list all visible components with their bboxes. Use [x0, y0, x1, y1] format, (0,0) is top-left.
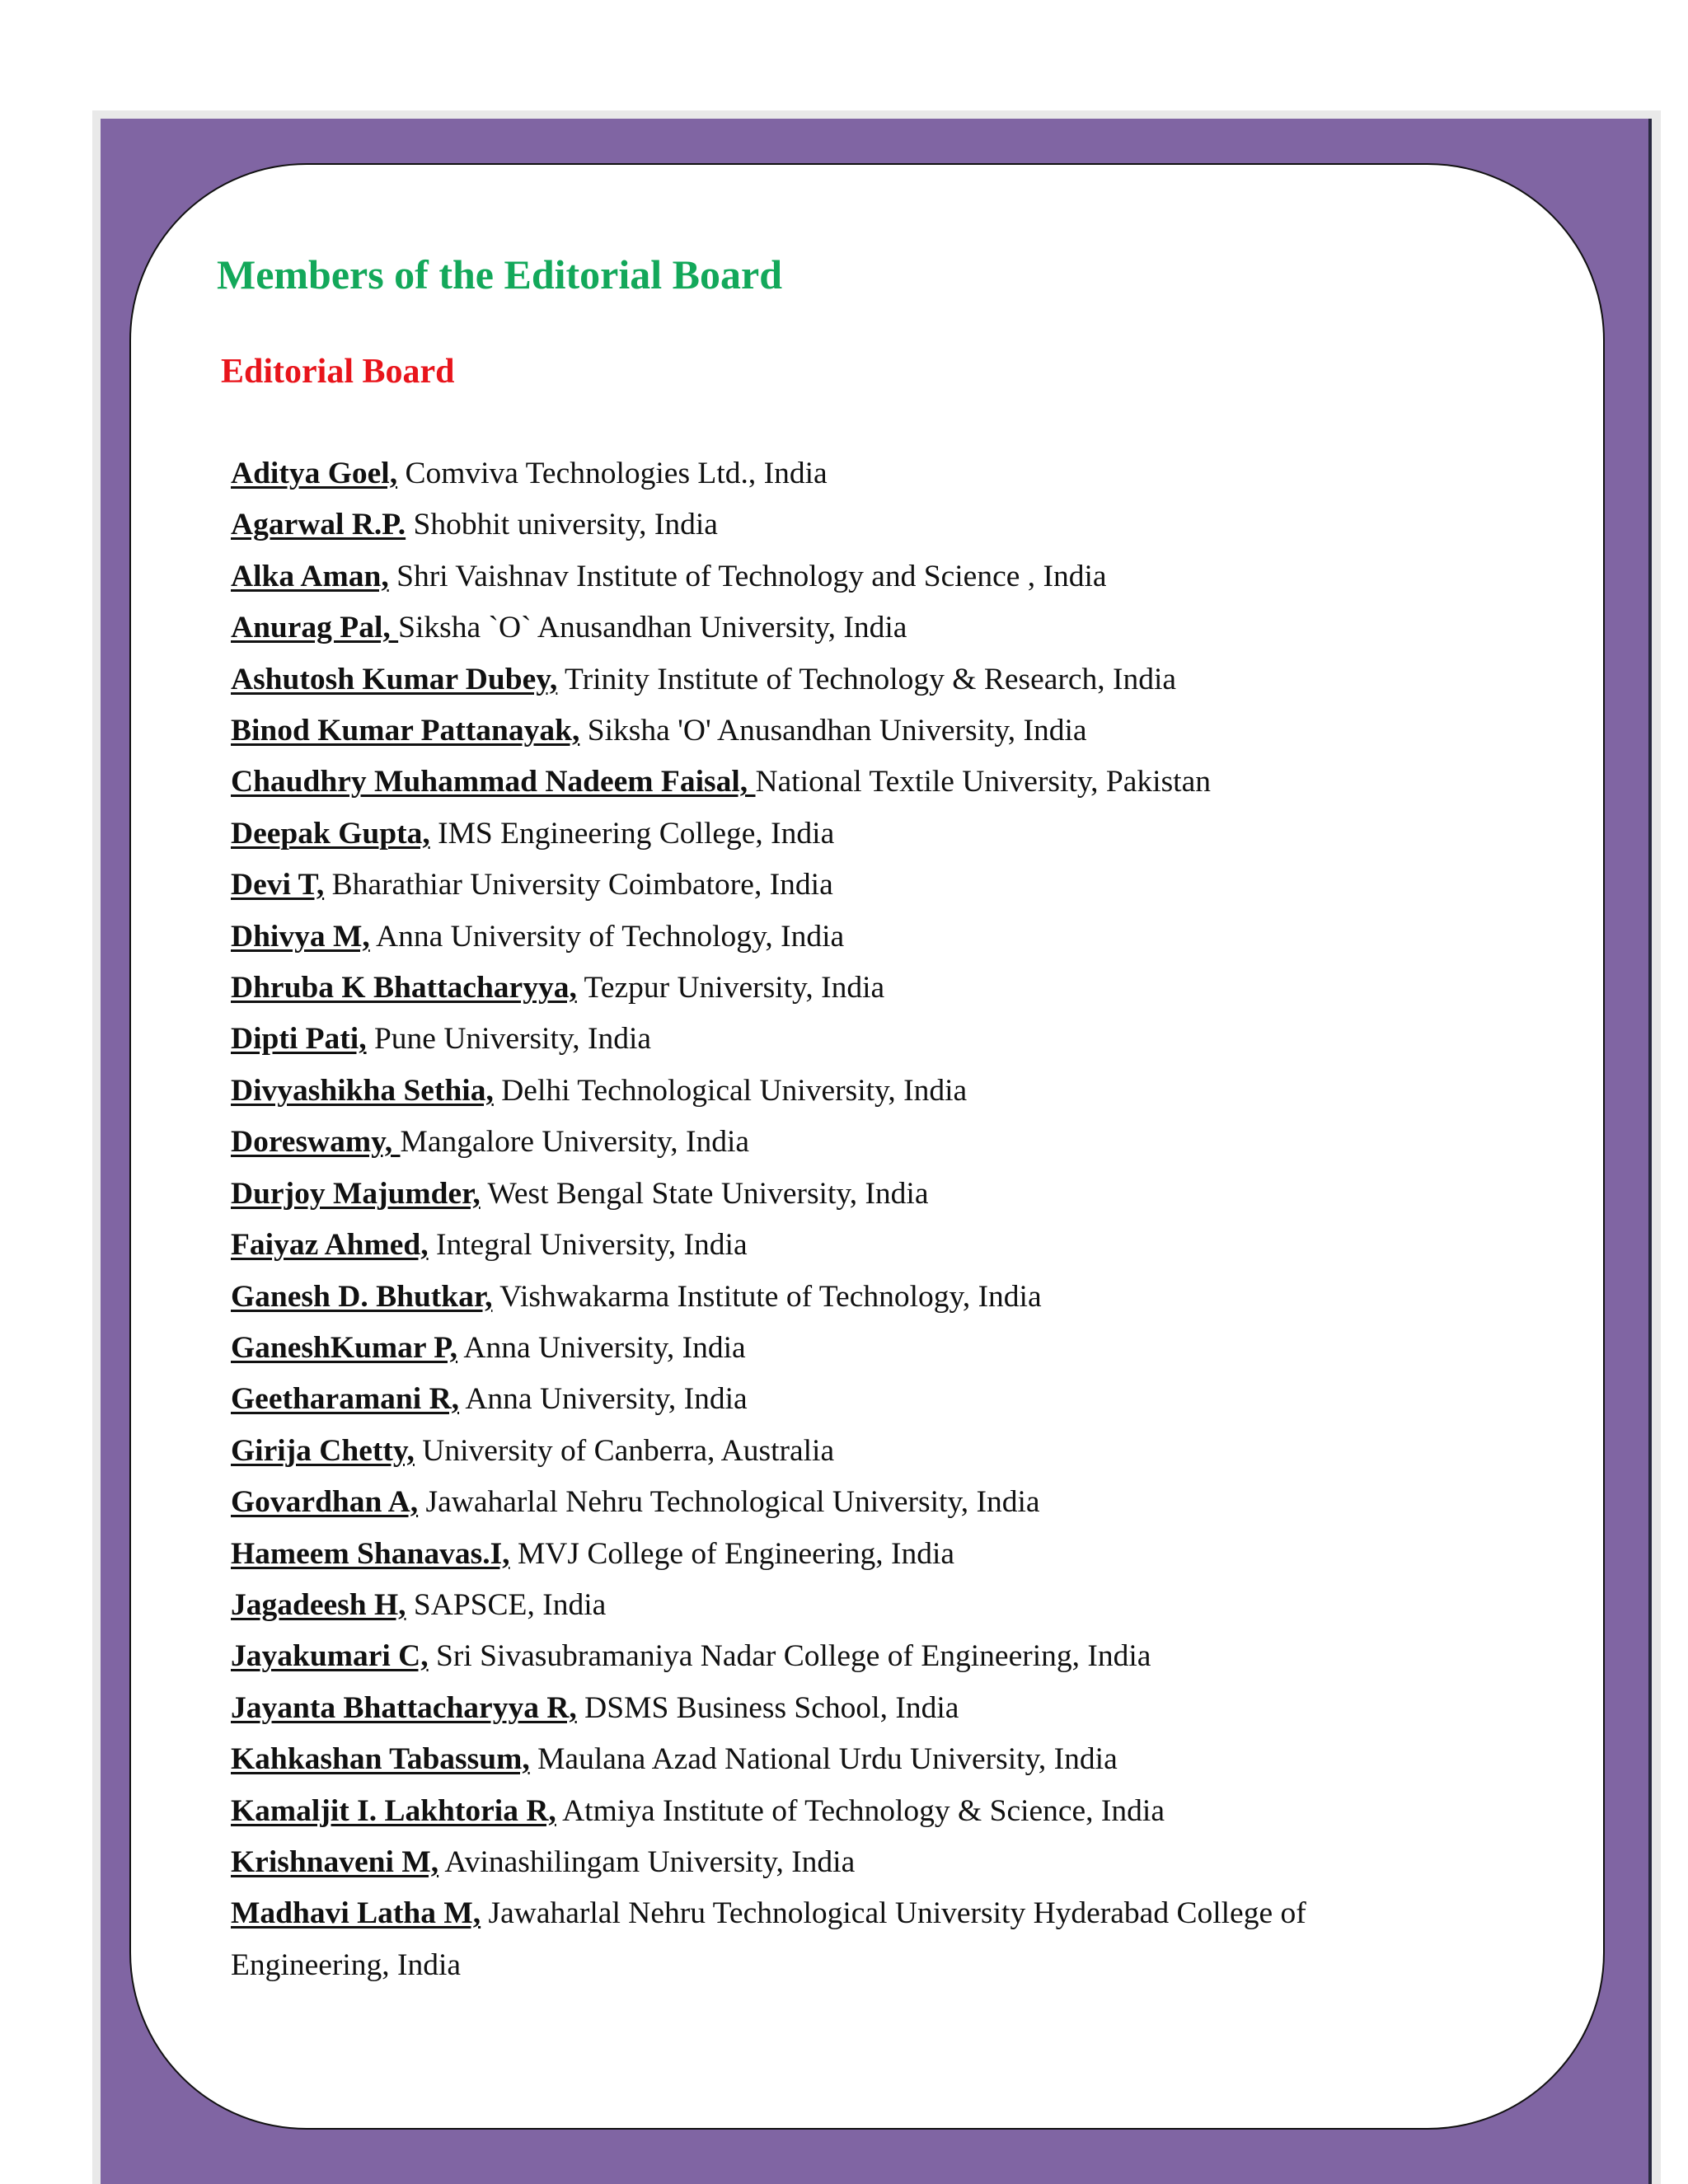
member-entry — [231, 705, 1418, 757]
member-affiliation: Maulana Azad National Urdu University, India — [529, 1742, 1118, 1777]
member-affiliation: Integral University, India — [428, 1228, 748, 1263]
member-entry — [231, 654, 1418, 705]
member-entry — [231, 1323, 1418, 1374]
member-name-link[interactable]: Chaudhry Muhammad Nadeem Faisal, — [231, 765, 756, 799]
member-list — [231, 448, 1418, 1991]
member-entry — [231, 1169, 1418, 1220]
member-affiliation: Mangalore University, India — [400, 1125, 750, 1160]
member-name-link[interactable]: Dipti Pati, — [231, 1022, 367, 1057]
member-name-link[interactable]: Kamaljit I. Lakhtoria R, — [231, 1793, 556, 1828]
member-name-link[interactable]: Kahkashan Tabassum, — [231, 1742, 530, 1777]
member-entry — [231, 1786, 1418, 1837]
member-entry — [231, 448, 1418, 499]
member-entry — [231, 1837, 1418, 1888]
member-entry — [231, 808, 1418, 860]
member-entry — [231, 860, 1418, 911]
member-name-link[interactable]: Jayanta Bhattacharyya R, — [231, 1690, 577, 1725]
member-entry — [231, 1220, 1418, 1271]
member-entry — [231, 499, 1418, 551]
member-entry — [231, 1374, 1418, 1425]
frame-edge-line — [1648, 119, 1652, 2184]
member-affiliation: DSMS Business School, India — [576, 1690, 959, 1725]
member-affiliation: Jawaharlal Nehru Technological University Hyderabad College of Engineering, India — [231, 1896, 1306, 1982]
member-affiliation: Trinity Institute of Technology & Research, India — [557, 662, 1177, 696]
member-name-link[interactable]: Aditya Goel, — [231, 457, 398, 490]
page-title: Members of the Editorial Board — [217, 251, 783, 298]
member-entry — [231, 1683, 1418, 1734]
member-entry — [231, 1734, 1418, 1785]
member-name-link[interactable]: GaneshKumar P, — [231, 1330, 458, 1365]
section-heading: Editorial Board — [221, 353, 455, 391]
member-name-link[interactable]: Govardhan A, — [231, 1485, 419, 1520]
member-affiliation: Sri Sivasubramaniya Nadar College of Engineering, India — [428, 1639, 1151, 1674]
member-entry — [231, 1272, 1418, 1323]
member-affiliation: IMS Engineering College, India — [429, 816, 835, 851]
member-affiliation: Delhi Technological University, India — [493, 1073, 968, 1108]
member-entry — [231, 1888, 1418, 1991]
member-name-link[interactable]: Faiyaz Ahmed, — [231, 1228, 429, 1263]
member-affiliation: Tezpur University, India — [576, 971, 885, 1005]
member-name-link[interactable]: Devi T, — [231, 868, 325, 902]
member-entry — [231, 1529, 1418, 1580]
member-name-link[interactable]: Jagadeesh H, — [231, 1587, 406, 1622]
member-name-link[interactable]: Madhavi Latha M, — [231, 1896, 481, 1931]
member-affiliation: Shobhit university, India — [406, 508, 718, 542]
member-name-link[interactable]: Krishnaveni M, — [231, 1844, 439, 1879]
member-affiliation: West Bengal State University, India — [480, 1176, 929, 1211]
member-name-link[interactable]: Anurag Pal, — [231, 611, 399, 645]
member-name-link[interactable]: Ganesh D. Bhutkar, — [231, 1279, 493, 1314]
member-name-link[interactable]: Dhruba K Bhattacharyya, — [231, 971, 577, 1005]
member-name-link[interactable]: Divyashikha Sethia, — [231, 1073, 494, 1108]
member-affiliation: Shri Vaishnav Institute of Technology and Science , India — [388, 559, 1107, 593]
member-affiliation: Atmiya Institute of Technology & Science, India — [556, 1793, 1165, 1828]
member-entry — [231, 602, 1418, 654]
member-name-link[interactable]: Doreswamy, — [231, 1125, 401, 1160]
member-name-link[interactable]: Dhivya M, — [231, 919, 370, 954]
member-affiliation: Pune University, India — [366, 1022, 652, 1057]
member-affiliation: Siksha 'O' Anusandhan University, India — [579, 714, 1087, 748]
member-entry — [231, 1014, 1418, 1065]
member-entry — [231, 1477, 1418, 1528]
member-name-link[interactable]: Geetharamani R, — [231, 1382, 460, 1417]
member-name-link[interactable]: Alka Aman, — [231, 559, 389, 593]
member-name-link[interactable]: Ashutosh Kumar Dubey, — [231, 662, 558, 696]
member-name-link[interactable]: Durjoy Majumder, — [231, 1176, 481, 1211]
member-name-link[interactable]: Jayakumari C, — [231, 1639, 429, 1674]
member-affiliation: Comviva Technologies Ltd., India — [397, 457, 828, 490]
member-name-link[interactable]: Binod Kumar Pattanayak, — [231, 714, 580, 748]
member-affiliation: National Textile University, Pakistan — [755, 765, 1211, 799]
member-entry — [231, 1066, 1418, 1117]
member-entry — [231, 1580, 1418, 1631]
member-entry — [231, 1117, 1418, 1168]
member-affiliation: Avinashilingam University, India — [438, 1844, 856, 1879]
member-affiliation: Siksha `O` Anusandhan University, India — [398, 611, 907, 645]
member-entry — [231, 963, 1418, 1014]
member-entry — [231, 551, 1418, 602]
member-entry — [231, 1426, 1418, 1477]
member-affiliation: Vishwakarma Institute of Technology, India — [492, 1279, 1042, 1314]
member-name-link[interactable]: Agarwal R.P. — [231, 508, 406, 542]
member-affiliation: Anna University, India — [459, 1382, 748, 1417]
member-affiliation: Bharathiar University Coimbatore, India — [324, 868, 833, 902]
member-affiliation: Anna University, India — [457, 1330, 746, 1365]
member-name-link[interactable]: Hameem Shanavas.I, — [231, 1536, 510, 1571]
member-affiliation: University of Canberra, Australia — [414, 1433, 835, 1468]
member-name-link[interactable]: Deepak Gupta, — [231, 816, 430, 851]
member-affiliation: Jawaharlal Nehru Technological University, India — [418, 1485, 1040, 1520]
member-entry — [231, 757, 1418, 808]
member-entry — [231, 1631, 1418, 1682]
member-entry — [231, 912, 1418, 963]
member-affiliation: SAPSCE, India — [406, 1587, 607, 1622]
member-name-link[interactable]: Girija Chetty, — [231, 1433, 415, 1468]
member-affiliation: Anna University of Technology, India — [369, 919, 845, 954]
member-affiliation: MVJ College of Engineering, India — [509, 1536, 955, 1571]
